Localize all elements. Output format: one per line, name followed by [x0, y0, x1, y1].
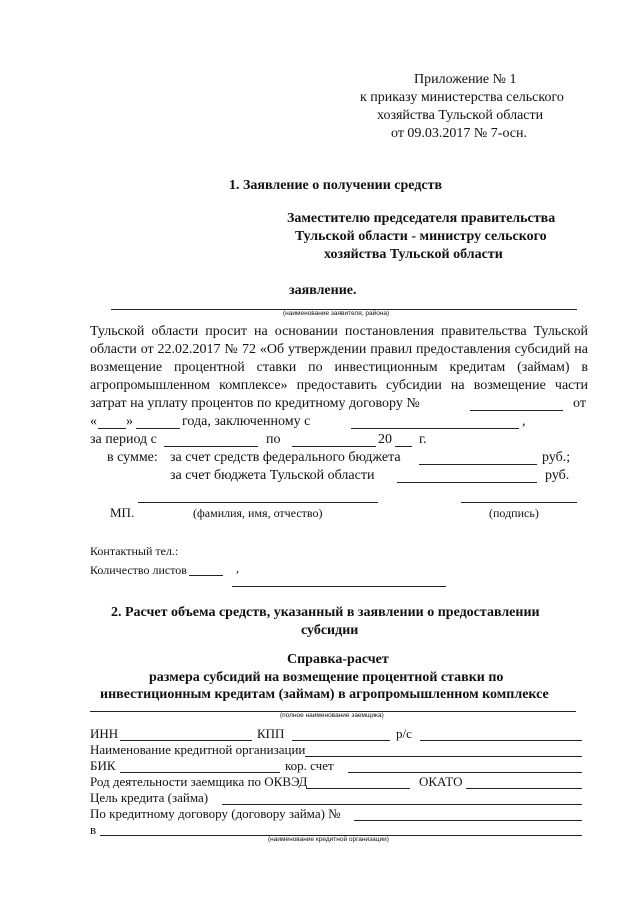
day-blank	[98, 428, 126, 429]
statement-line-5: затрат на уплату процентов по кредитному договору №	[90, 396, 420, 411]
statement-comma: ,	[522, 414, 526, 429]
bank-name-blank	[305, 756, 582, 757]
statement-from: от	[573, 396, 586, 411]
inn-label: ИНН	[90, 726, 119, 741]
sum-regional-unit: руб.	[545, 468, 570, 483]
corr-account-label: кор. счет	[285, 758, 334, 773]
statement-line-2: области от 22.02.2017 № 72 «Об утверждении правил предоставления субсидий на	[90, 342, 588, 357]
sum-federal-blank	[419, 464, 537, 465]
borrower-caption: (полное наименование заемщика)	[280, 712, 384, 719]
okato-blank	[466, 788, 582, 789]
section2-title-line-1: 2. Расчет объема средств, указанный в заявлении о предоставлении	[111, 605, 540, 620]
okved-blank	[306, 788, 410, 789]
contract-number-blank	[470, 410, 563, 411]
section1-title: 1. Заявление о получении средств	[229, 178, 443, 193]
sum-label: в сумме:	[107, 450, 158, 465]
statement-line-6: года, заключенному с	[182, 414, 311, 429]
sheets-count-blank	[189, 575, 223, 576]
addressee-line-3: хозяйства Тульской области	[324, 247, 503, 262]
loan-contract-label: По кредитному договору (договору займа) №	[90, 806, 341, 821]
bank-name-label: Наименование кредитной организации	[90, 742, 306, 757]
bik-blank	[120, 772, 280, 773]
period-to-label: по	[266, 432, 281, 447]
section-divider	[232, 586, 446, 587]
statement-heading: заявление.	[289, 283, 357, 298]
sum-federal-unit: руб.;	[542, 450, 571, 465]
period-year-blank	[395, 446, 412, 447]
spravka-title: Справка-расчет	[287, 652, 389, 667]
kpp-blank	[292, 740, 390, 741]
inn-blank	[120, 740, 252, 741]
statement-line-1: Тульской области просит на основании постановления правительства Тульской	[90, 324, 588, 339]
signature-line	[461, 502, 577, 503]
bank-in-label: в	[90, 822, 97, 837]
applicant-caption: (наименование заявителя, района)	[283, 310, 390, 317]
spravka-subtitle-2: инвестиционным кредитам (займам) в агропромышленном комплексе	[100, 687, 549, 702]
month-blank	[136, 428, 180, 429]
loan-contract-blank	[354, 820, 582, 821]
period-year-suffix: г.	[419, 432, 427, 447]
fio-caption: (фамилия, имя, отчество)	[193, 506, 323, 520]
kpp-label: КПП	[257, 726, 285, 741]
account-label: р/с	[396, 726, 412, 741]
lender-blank	[351, 428, 519, 429]
signature-caption: (подпись)	[489, 506, 539, 520]
addressee-line-2: Тульской области - министру сельского	[295, 229, 547, 244]
period-to-blank	[292, 446, 376, 447]
corr-account-blank	[348, 772, 582, 773]
loan-purpose-blank	[222, 804, 582, 805]
fio-line	[138, 502, 378, 503]
statement-line-3: возмещение процентной ставки по инвестиционным кредитам (займам) в	[90, 360, 588, 375]
seal-mark: МП.	[110, 505, 135, 520]
okato-label: ОКАТО	[419, 774, 463, 789]
addressee-line-1: Заместителю председателя правительства	[287, 211, 556, 226]
quote-open: «	[90, 414, 97, 429]
appendix-line-2: к приказу министерства сельского	[360, 90, 564, 105]
bik-label: БИК	[90, 758, 116, 773]
appendix-line-3: хозяйства Тульской области	[377, 108, 544, 123]
period-from-label: за период с	[90, 432, 157, 447]
appendix-line-4: от 09.03.2017 № 7-осн.	[391, 126, 528, 141]
section2-title-line-2: субсидии	[301, 623, 359, 638]
sheets-comma: ,	[236, 561, 239, 575]
period-from-blank	[164, 446, 258, 447]
contact-phone-label: Контактный тел.:	[90, 544, 179, 558]
period-year-prefix: 20	[378, 432, 392, 447]
sum-regional-blank	[397, 482, 537, 483]
okved-label: Род деятельности заемщика по ОКВЭД	[90, 774, 308, 789]
bank-caption: (наименование кредитной организации)	[268, 836, 389, 843]
appendix-line-1: Приложение № 1	[414, 72, 517, 87]
loan-purpose-label: Цель кредита (займа)	[90, 790, 209, 805]
statement-line-4: агропромышленном комплексе» предоставить субсидии на возмещение части	[90, 378, 588, 393]
sum-regional-label: за счет бюджета Тульской области	[170, 468, 375, 483]
sum-federal-label: за счет средств федерального бюджета	[170, 450, 401, 465]
account-blank	[420, 740, 582, 741]
spravka-subtitle-1: размера субсидий на возмещение процентной ставки по	[149, 670, 504, 685]
quote-close: »	[126, 414, 133, 429]
sheets-count-label: Количество листов	[90, 563, 187, 577]
